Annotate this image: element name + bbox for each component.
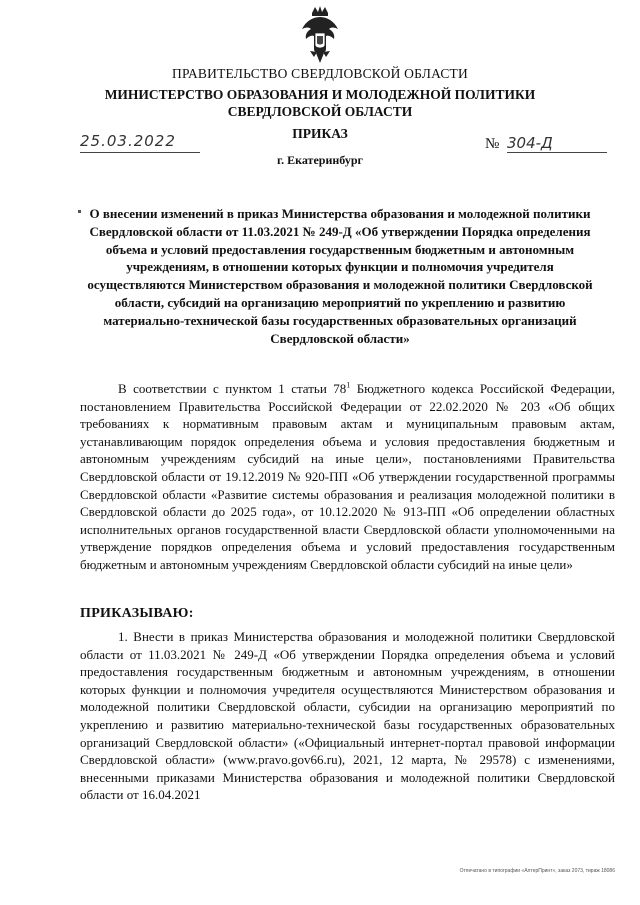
coat-of-arms-icon: [298, 5, 342, 65]
preamble-paragraph: [80, 380, 615, 574]
government-name: ПРАВИТЕЛЬСТВО СВЕРДЛОВСКОЙ ОБЛАСТИ: [172, 66, 468, 81]
order-date: 25.03.2022: [80, 132, 200, 153]
ministry-line-2: СВЕРДЛОВСКОЙ ОБЛАСТИ: [227, 104, 413, 119]
preamble-part-1: В соответствии с пунктом 1 статьи 78: [118, 381, 347, 396]
order-number: [485, 134, 610, 154]
ministry-name: [60, 86, 580, 120]
city: г. Екатеринбург: [277, 153, 363, 167]
clause-1: 1. Внести в приказ Министерства образования и молодежной политики Свердловской области от 11.03.2021 № 249-Д «Об утверждении Порядка определения объема и условий предоставления государственным бюджетным и автономным учреждениям, в отношении которых функции и полномочия учредителя осуществляются Министерством образования и молодежной политики Свердловской области, субсидии на организацию мероприятий по укреплению и развитию материально-технической базы государственных образовательных организаций Свердловской области» («Официальный интернет-портал правовой информации Свердловской области» (www.pravo.gov66.ru), 2021, 12 марта, № 29578) с изменениями, внесенными приказами Министерства образования и молодежной политики Свердловской области от 16.04.2021: [80, 629, 615, 803]
order-title: О внесении изменений в приказ Министерства образования и молодежной политики Свердловской области от 11.03.2021 № 249-Д «Об утверждении Порядка определения объема и условий предоставления государственным бюджетным и автономным учреждениям, в отношении которых функции и полномочия учредителя осуществляются Министерством образования и молодежной политики Свердловской области, субсидий на организацию мероприятий по укреплению и развитию материально-технической базы государственных образовательных организаций Свердловской области»: [87, 206, 593, 346]
order-directive: ПРИКАЗЫВАЮ:: [80, 606, 194, 621]
document-type: ПРИКАЗ: [292, 126, 348, 141]
print-footer: Отпечатано в типографии «АлтерПринт», заказ 2073, тираж 18086: [459, 868, 615, 874]
preamble-part-2: Бюджетного кодекса Российской Федерации, постановлением Правительства Российской Федерации от 22.02.2020 № 203 «Об общих требованиях к нормативным правовым актам и муниципальным правовым актам, устанавливающим порядок определения объема и условия предоставления бюджетным и автономным учреждениям субсидий на иные цели», постановлениями Правительства Свердловской области от 19.12.2019 № 920-ПП «Об утверждении государственной программы Свердловской области «Развитие системы образования и реализация молодежной политики в Свердловской области до 2025 года», от 10.12.2020 № 913-ПП «Об определении областных исполнительных органов государственной власти Свердловской области уполномоченными на утверждение порядков определения объема и условий предоставления государственным бюджетным и автономным учреждениям Свердловской области субсидий на иные цели»: [80, 381, 615, 572]
article-superscript: 1: [346, 380, 351, 390]
number-sign: №: [485, 136, 500, 152]
ministry-line-1: МИНИСТЕРСТВО ОБРАЗОВАНИЯ И МОЛОДЕЖНОЙ ПОЛИТИКИ: [104, 87, 536, 102]
number-value: 304-Д: [507, 134, 607, 153]
